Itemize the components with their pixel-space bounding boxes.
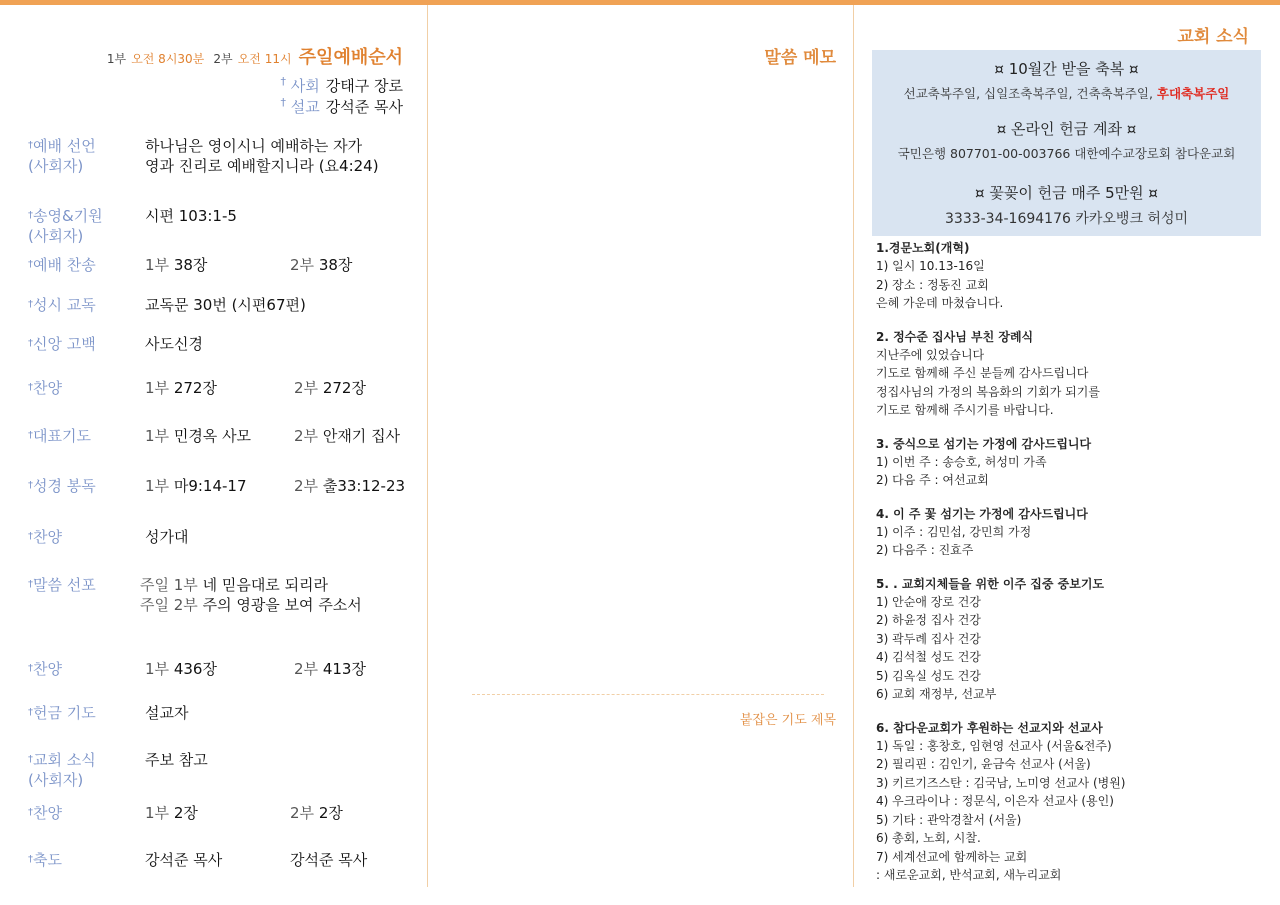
news-list [876, 240, 1266, 901]
row-label: 찬양 [33, 379, 62, 397]
row-value: 272장 [173, 379, 217, 397]
dagger-icon: † [28, 338, 33, 349]
news-line: 1) 이번 주 : 송승호, 허성미 가족 [876, 454, 1047, 469]
row-value: 안재기 집사 [322, 427, 401, 445]
service-prefix: 주일 2부 [140, 596, 198, 614]
row-value: 시편 103:1-5 [145, 207, 237, 225]
row-label: 찬양 [33, 804, 62, 822]
news-line: 4) 김석철 성도 건강 [876, 650, 981, 664]
news-line: 3) 키르기즈스탄 : 김국남, 노미영 선교사 (병원) [876, 775, 1126, 790]
news-line: 7) 세계선교에 함께하는 교회 [876, 849, 1028, 864]
row-value: 436장 [173, 660, 217, 678]
leader-name: 강석준 목사 [325, 98, 403, 116]
row-label: 예배 선언 [33, 137, 96, 155]
service-1-label: 1부 [106, 52, 127, 66]
news-heading: 6. 참다운교회가 후원하는 선교지와 선교사 [876, 720, 1103, 735]
news-line: 5) 기타 : 관악경찰서 (서울) [876, 812, 1022, 827]
row-label: 찬양 [33, 660, 62, 678]
service-prefix: 2부 [294, 477, 319, 495]
box-heading: ¤ 꽃꽂이 헌금 매주 5만원 ¤ [975, 184, 1158, 202]
news-line: 2) 다음주 : 진효주 [876, 543, 974, 557]
dagger-icon: † [28, 299, 33, 310]
row-value: 성가대 [145, 528, 189, 546]
row-value: 38장 [318, 256, 353, 274]
news-line: 1) 일시 10.13-16일 [876, 259, 985, 273]
row-value: 마9:14-17 [173, 477, 247, 495]
news-line: 2) 필리핀 : 김인기, 윤금숙 선교사 (서울) [876, 757, 1091, 771]
news-line: 2) 장소 : 정동진 교회 [876, 277, 989, 292]
service-prefix: 2부 [290, 804, 315, 822]
dagger-icon: † [28, 663, 33, 674]
dagger-icon: † [28, 259, 33, 270]
leader-presider [281, 75, 403, 96]
row-value: 강석준 목사 [290, 851, 368, 869]
news-heading: 4. 이 주 꽃 섬기는 가정에 감사드립니다 [876, 506, 1088, 521]
service-prefix: 2부 [294, 427, 319, 445]
row-value: 413장 [322, 660, 366, 678]
news-heading: 3. 중식으로 섬기는 가정에 감사드립니다 [876, 436, 1092, 451]
column-divider-2 [853, 5, 854, 887]
church-news-title: 교회 소식 [1177, 27, 1249, 47]
row-label: 대표기도 [33, 427, 91, 445]
news-line: 5) 김옥실 성도 건강 [876, 668, 981, 683]
row-label: 헌금 기도 [33, 704, 96, 722]
news-line: 정집사님의 가정의 복음화의 기회가 되기를 [876, 384, 1100, 399]
news-heading: 5. . 교회지체들을 위한 이주 집중 중보기도 [876, 576, 1105, 591]
memo-divider [472, 694, 824, 695]
row-sublabel: (사회자) [28, 771, 84, 789]
row-value: 272장 [322, 379, 366, 397]
news-line: 지난주에 있었습니다 [876, 347, 985, 362]
row-value: 38장 [173, 256, 208, 274]
row-label: 말씀 선포 [33, 576, 96, 594]
news-item [876, 576, 1266, 704]
news-line: 기도로 함께해 주신 분들께 감사드립니다 [876, 366, 1089, 380]
service-prefix: 주일 1부 [140, 576, 198, 594]
service-prefix: 2부 [290, 256, 315, 274]
leader-preacher [281, 96, 403, 117]
row-label: 축도 [33, 851, 62, 869]
news-heading: 2. 정수준 집사님 부친 장례식 [876, 329, 1034, 344]
sermon-title: 네 믿음대로 되리라 [202, 576, 329, 594]
service-prefix: 1부 [145, 379, 170, 397]
service-prefix: 1부 [145, 256, 170, 274]
news-line: 은혜 가운데 마쳤습니다. [876, 296, 1004, 310]
row-label: 신앙 고백 [33, 335, 96, 353]
news-line: 기도로 함께해 주시기를 바랍니다. [876, 403, 1054, 417]
blessing-list: 선교축복주일, 십일조축복주일, 건축축복주일, [903, 86, 1157, 101]
dagger-icon: † [28, 707, 33, 718]
service-2-label: 2부 [213, 52, 233, 66]
row-value: 강석준 목사 [145, 851, 223, 869]
news-line: 6) 총회, 노회, 시찰. [876, 831, 981, 845]
row-value: 설교자 [145, 704, 189, 722]
dagger-icon: † [28, 754, 33, 765]
row-value: 2장 [318, 804, 343, 822]
row-value: 교독문 30번 (시편67편) [145, 296, 306, 314]
row-value: 민경옥 사모 [173, 427, 252, 445]
service-prefix: 1부 [145, 804, 170, 822]
service-1-time: 오전 8시30분 [131, 52, 205, 66]
row-value: 2장 [173, 804, 198, 822]
news-line: 3) 곽두례 집사 건강 [876, 631, 981, 646]
dagger-icon: † [28, 140, 33, 151]
row-label: 예배 찬송 [33, 256, 96, 274]
news-line: : 새로운교회, 반석교회, 새누리교회 [876, 868, 1062, 882]
news-item [876, 240, 1266, 313]
news-item [876, 436, 1266, 490]
leader-label: 사회 [290, 77, 320, 95]
dagger-icon: † [280, 75, 287, 88]
worship-order-header [107, 43, 403, 69]
news-line: 2) 다음 주 : 여선교회 [876, 473, 989, 487]
dagger-icon: † [28, 430, 33, 441]
prayer-requests-title: 붙잡은 기도 제목 [739, 713, 836, 728]
dagger-icon: † [28, 480, 33, 491]
service-prefix: 1부 [145, 660, 170, 678]
news-line: 6) 교회 재정부, 선교부 [876, 687, 997, 701]
dagger-icon: † [28, 807, 33, 818]
box-heading: ¤ 10월간 받을 축복 ¤ [994, 60, 1139, 78]
dagger-icon: † [28, 210, 33, 221]
news-item [876, 506, 1266, 560]
dagger-icon: † [280, 96, 287, 109]
row-label: 성경 봉독 [33, 477, 96, 495]
row-sublabel: (사회자) [28, 157, 84, 175]
leader-label: 설교 [290, 98, 320, 116]
row-value: 주보 참고 [145, 751, 208, 769]
column-divider-1 [427, 5, 428, 887]
service-prefix: 1부 [145, 477, 170, 495]
announcement-box [872, 50, 1261, 236]
highlight-text: 후대축복주일 [1156, 86, 1230, 101]
news-line: 4) 우크라이나 : 정문식, 이은자 선교사 (용인) [876, 794, 1114, 808]
dagger-icon: † [28, 579, 33, 590]
box-text [872, 84, 1261, 102]
box-text: 3333-34-1694176 카카오뱅크 허성미 [945, 211, 1188, 227]
news-line: 1) 이주 : 김민섭, 강민희 가정 [876, 524, 1032, 539]
row-label: 찬양 [33, 528, 62, 546]
news-heading: 1.경문노회(개혁) [876, 241, 970, 255]
service-prefix: 1부 [145, 427, 170, 445]
row-value: 사도신경 [145, 335, 203, 353]
service-prefix: 2부 [294, 660, 319, 678]
worship-order-column [0, 5, 427, 905]
row-label: 송영&기원 [33, 207, 103, 225]
box-heading: ¤ 온라인 헌금 계좌 ¤ [996, 120, 1137, 138]
row-value: 하나님은 영이시니 예배하는 자가 [145, 137, 363, 155]
news-line: 2) 하윤정 집사 건강 [876, 613, 981, 627]
page-title: 주일예배순서 [298, 47, 403, 68]
row-label: 교회 소식 [33, 751, 96, 769]
dagger-icon: † [28, 531, 33, 542]
sermon-memo-title: 말씀 메모 [764, 48, 836, 68]
dagger-icon: † [28, 382, 33, 393]
news-item [876, 720, 1266, 885]
row-value: 출33:12-23 [322, 477, 406, 495]
row-value: 영과 진리로 예배할지니라 (요4:24) [145, 157, 379, 175]
service-prefix: 2부 [294, 379, 319, 397]
service-2-time: 오전 11시 [237, 52, 292, 66]
news-line: 1) 독일 : 홍창호, 임현영 선교사 (서울&전주) [876, 738, 1112, 753]
row-sublabel: (사회자) [28, 227, 84, 245]
leader-name: 강태구 장로 [325, 77, 403, 95]
news-line: 1) 안순애 장로 건강 [876, 594, 981, 609]
box-text: 국민은행 807701-00-003766 대한예수교장로회 참다운교회 [897, 146, 1236, 161]
news-item [876, 329, 1266, 420]
dagger-icon: † [28, 854, 33, 865]
row-label: 성시 교독 [33, 296, 96, 314]
sermon-title: 주의 영광을 보여 주소서 [202, 596, 362, 614]
